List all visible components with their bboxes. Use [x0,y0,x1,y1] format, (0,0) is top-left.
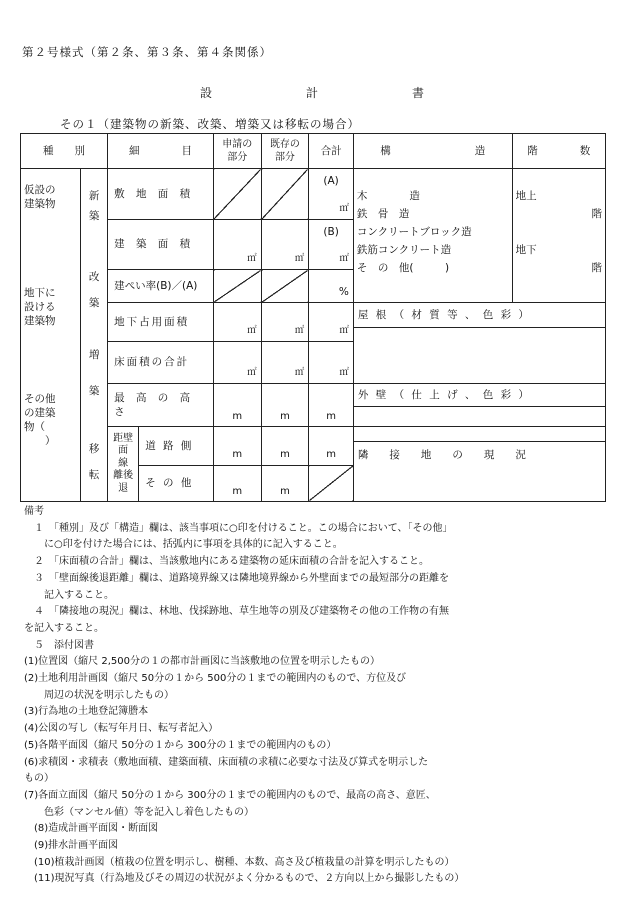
note-line: もの） [24,773,54,785]
note-line: ２ 「床面積の合計」欄は、当該敷地内にある建築物の延床面積の合計を記入すること。 [24,556,429,568]
cell-diagonal [213,169,261,219]
row-underground-area: 地下占用面積 [108,303,214,341]
kind-other: その他 の建築 物（ ） [21,384,81,502]
unit-sqm: ㎡ [294,324,305,336]
header-structure: 構 造 [353,134,512,169]
floors-above-unit: 階 [591,208,602,221]
unit-m: m [280,410,290,422]
unit-m: m [280,485,290,497]
cell-diagonal [261,169,309,219]
title-char-3: 書 [412,86,425,100]
other-applied [213,465,261,501]
kind-temporary: 仮設の 建築物 [21,169,81,270]
note-line: ５ 添付図書 [24,639,94,651]
road-existing [261,427,309,465]
note-line: １ 「種別」及び「構造」欄は、該当事項に○印を付けること。この場合において、「その他」 [24,522,453,534]
unit-sqm: ㎡ [247,253,257,265]
building-area-applied [213,219,261,269]
note-line: (9)排水計画平面図 [24,840,119,852]
structure-block: コンクリートブロック造 [356,226,472,239]
header-existing: 既存の 部分 [261,134,309,169]
row-coverage-ratio: 建ぺい率(B)／(A) [108,270,214,303]
design-form-table [20,133,606,502]
underground-applied [213,303,261,341]
neighbor-label: 隣 接 地 の 現 況 [354,441,605,468]
floor-area-total [309,341,354,383]
note-line: (3)行為地の土地登記簿謄本 [24,706,149,718]
row-road-side: 道 路 側 [139,427,214,465]
action-rebuild [81,270,108,384]
unit-m: m [232,485,243,497]
other-existing [261,465,309,501]
note-line: 周辺の状況を明示したもの） [24,689,174,701]
note-line: ３ 「壁面線後退距離」欄は、道路境界線又は隣地境界線から外壁面までの最短部分の距離を [24,572,449,584]
header-applied: 申請の 部分 [213,134,261,169]
building-area-total [309,219,354,269]
unit-sqm: ㎡ [294,367,305,379]
note-line: ４ 「隣接地の現況」欄は、林地、伐採跡地、草生地等の別及び建築物その他の工作物の有無 [24,606,449,618]
header-total: 合計 [309,134,354,169]
structure-wood: 木 造 [356,190,420,203]
action-char: 築 [88,384,100,397]
notes-section [24,504,614,888]
note-line: に○印を付けた場合には、括弧内に事項を具体的に記入すること。 [24,539,343,551]
unit-sqm: ㎡ [247,367,257,379]
header-floors: 階 数 [512,134,605,169]
unit-percent: % [338,286,349,299]
action-char: 移 [88,442,100,455]
wall-cell [353,384,605,427]
note-line: (4)公図の写し（転写年月日、転写者記入） [24,723,219,735]
floors-below-label: 地下 [515,244,537,257]
kind-underground [21,270,81,384]
structure-other: そ の 他( ) [356,262,450,275]
note-line: (6)求積図・求積表（敷地面積、建築面積、床面積の求積に必要な寸法及び算式を明示した [24,756,429,768]
unit-m: m [326,410,336,422]
floors-below-unit: 階 [591,262,602,275]
action-char: 築 [88,210,100,223]
action-move [81,384,108,502]
cell-diagonal [261,270,309,303]
header-kind: 種 別 [21,134,108,169]
site-area-total [309,169,354,219]
roof-label: 屋 根 （ 材 質 等 、 色 彩 ） [354,303,605,328]
row-other-side: そ の 他 [139,465,214,501]
underground-existing [261,303,309,341]
action-char: 増 [88,348,100,361]
unit-m: m [232,449,243,461]
cell-diagonal [213,270,261,303]
unit-sqm: ㎡ [247,324,257,336]
note-line: (1)位置図（縮尺 2,500分の１の都市計画図に当該敷地の位置を明示したもの） [24,656,380,668]
structure-options [353,169,512,303]
action-char: 新 [88,190,100,203]
unit-sqm: ㎡ [339,324,349,336]
header-detail: 細 目 [108,134,214,169]
roof-cell [353,303,605,384]
road-applied [213,427,261,465]
action-new [81,169,108,270]
height-applied [213,384,261,427]
tag-b: (B) [323,225,339,238]
title-char-2: 計 [306,86,319,100]
note-line: を記入すること。 [24,622,104,634]
cell-diagonal [309,465,354,501]
row-floor-area-total: 床面積の合計 [108,341,214,383]
note-line: 色彩（マンセル値）等を記入し着色したもの） [24,806,254,818]
note-line: (7)各面立面図（縮尺 50分の１から 300分の１までの範囲内のもので、最高の高さ、意匠、 [24,789,436,801]
unit-m: m [326,449,336,461]
structure-steel: 鉄 骨 造 [356,208,410,221]
row-building-area: 建 築 面 積 [108,219,214,269]
note-line: (8)造成計画平面図・断面図 [24,823,159,835]
setback-label: 距壁 面 線 離後 退 [108,427,139,502]
tag-a: (A) [323,175,339,188]
underground-total [309,303,354,341]
note-line: (2)土地利用計画図（縮尺 50分の１から 500分の１までの範囲内のもので、方位及び [24,673,407,685]
note-line: (10)植栽計画図（植栽の位置を明示し、樹種、本数、高さ及び植栽量の計算を明示したもの） [24,856,455,868]
note-line: 記入すること。 [24,589,114,601]
note-line: (11)現況写真（行為地及びその周辺の状況がよく分かるもので、２方向以上から撮影したもの） [24,873,465,885]
building-area-existing [261,219,309,269]
title-char-1: 設 [200,86,213,100]
unit-sqm: ㎡ [339,367,349,379]
row-max-height: 最 高 の 高 さ [108,384,214,427]
road-total [309,427,354,465]
action-char: 築 [88,296,100,309]
unit-sqm: ㎡ [294,253,305,265]
notes-heading: 備考 [24,506,44,517]
height-total [309,384,354,427]
action-char: 転 [88,468,100,481]
row-site-area: 敷 地 面 積 [108,169,214,219]
height-existing [261,384,309,427]
unit-m: m [232,410,243,422]
floor-area-applied [213,341,261,383]
unit-m: m [280,449,290,461]
wall-label: 外 壁 （ 仕 上 げ 、 色 彩 ） [354,384,605,407]
section-title: その１（建築物の新築、改築、増築又は移転の場合） [60,117,360,131]
kind-underground-label: 地下に 設ける 建築物 [24,286,56,328]
coverage-total [309,270,354,303]
neighbor-cell [353,427,605,502]
structure-rc: 鉄筋コンクリート造 [356,244,452,257]
unit-sqm: ㎡ [339,253,349,265]
form-title: 第２号様式（第２条、第３条、第４条関係） [22,45,272,59]
floors-cell [512,169,605,303]
unit-sqm: ㎡ [339,202,349,214]
floor-area-existing [261,341,309,383]
note-line: (5)各階平面図（縮尺 50分の１から 300分の１までの範囲内のもの） [24,739,337,751]
floors-above-label: 地上 [515,190,537,203]
action-char: 改 [88,270,100,283]
